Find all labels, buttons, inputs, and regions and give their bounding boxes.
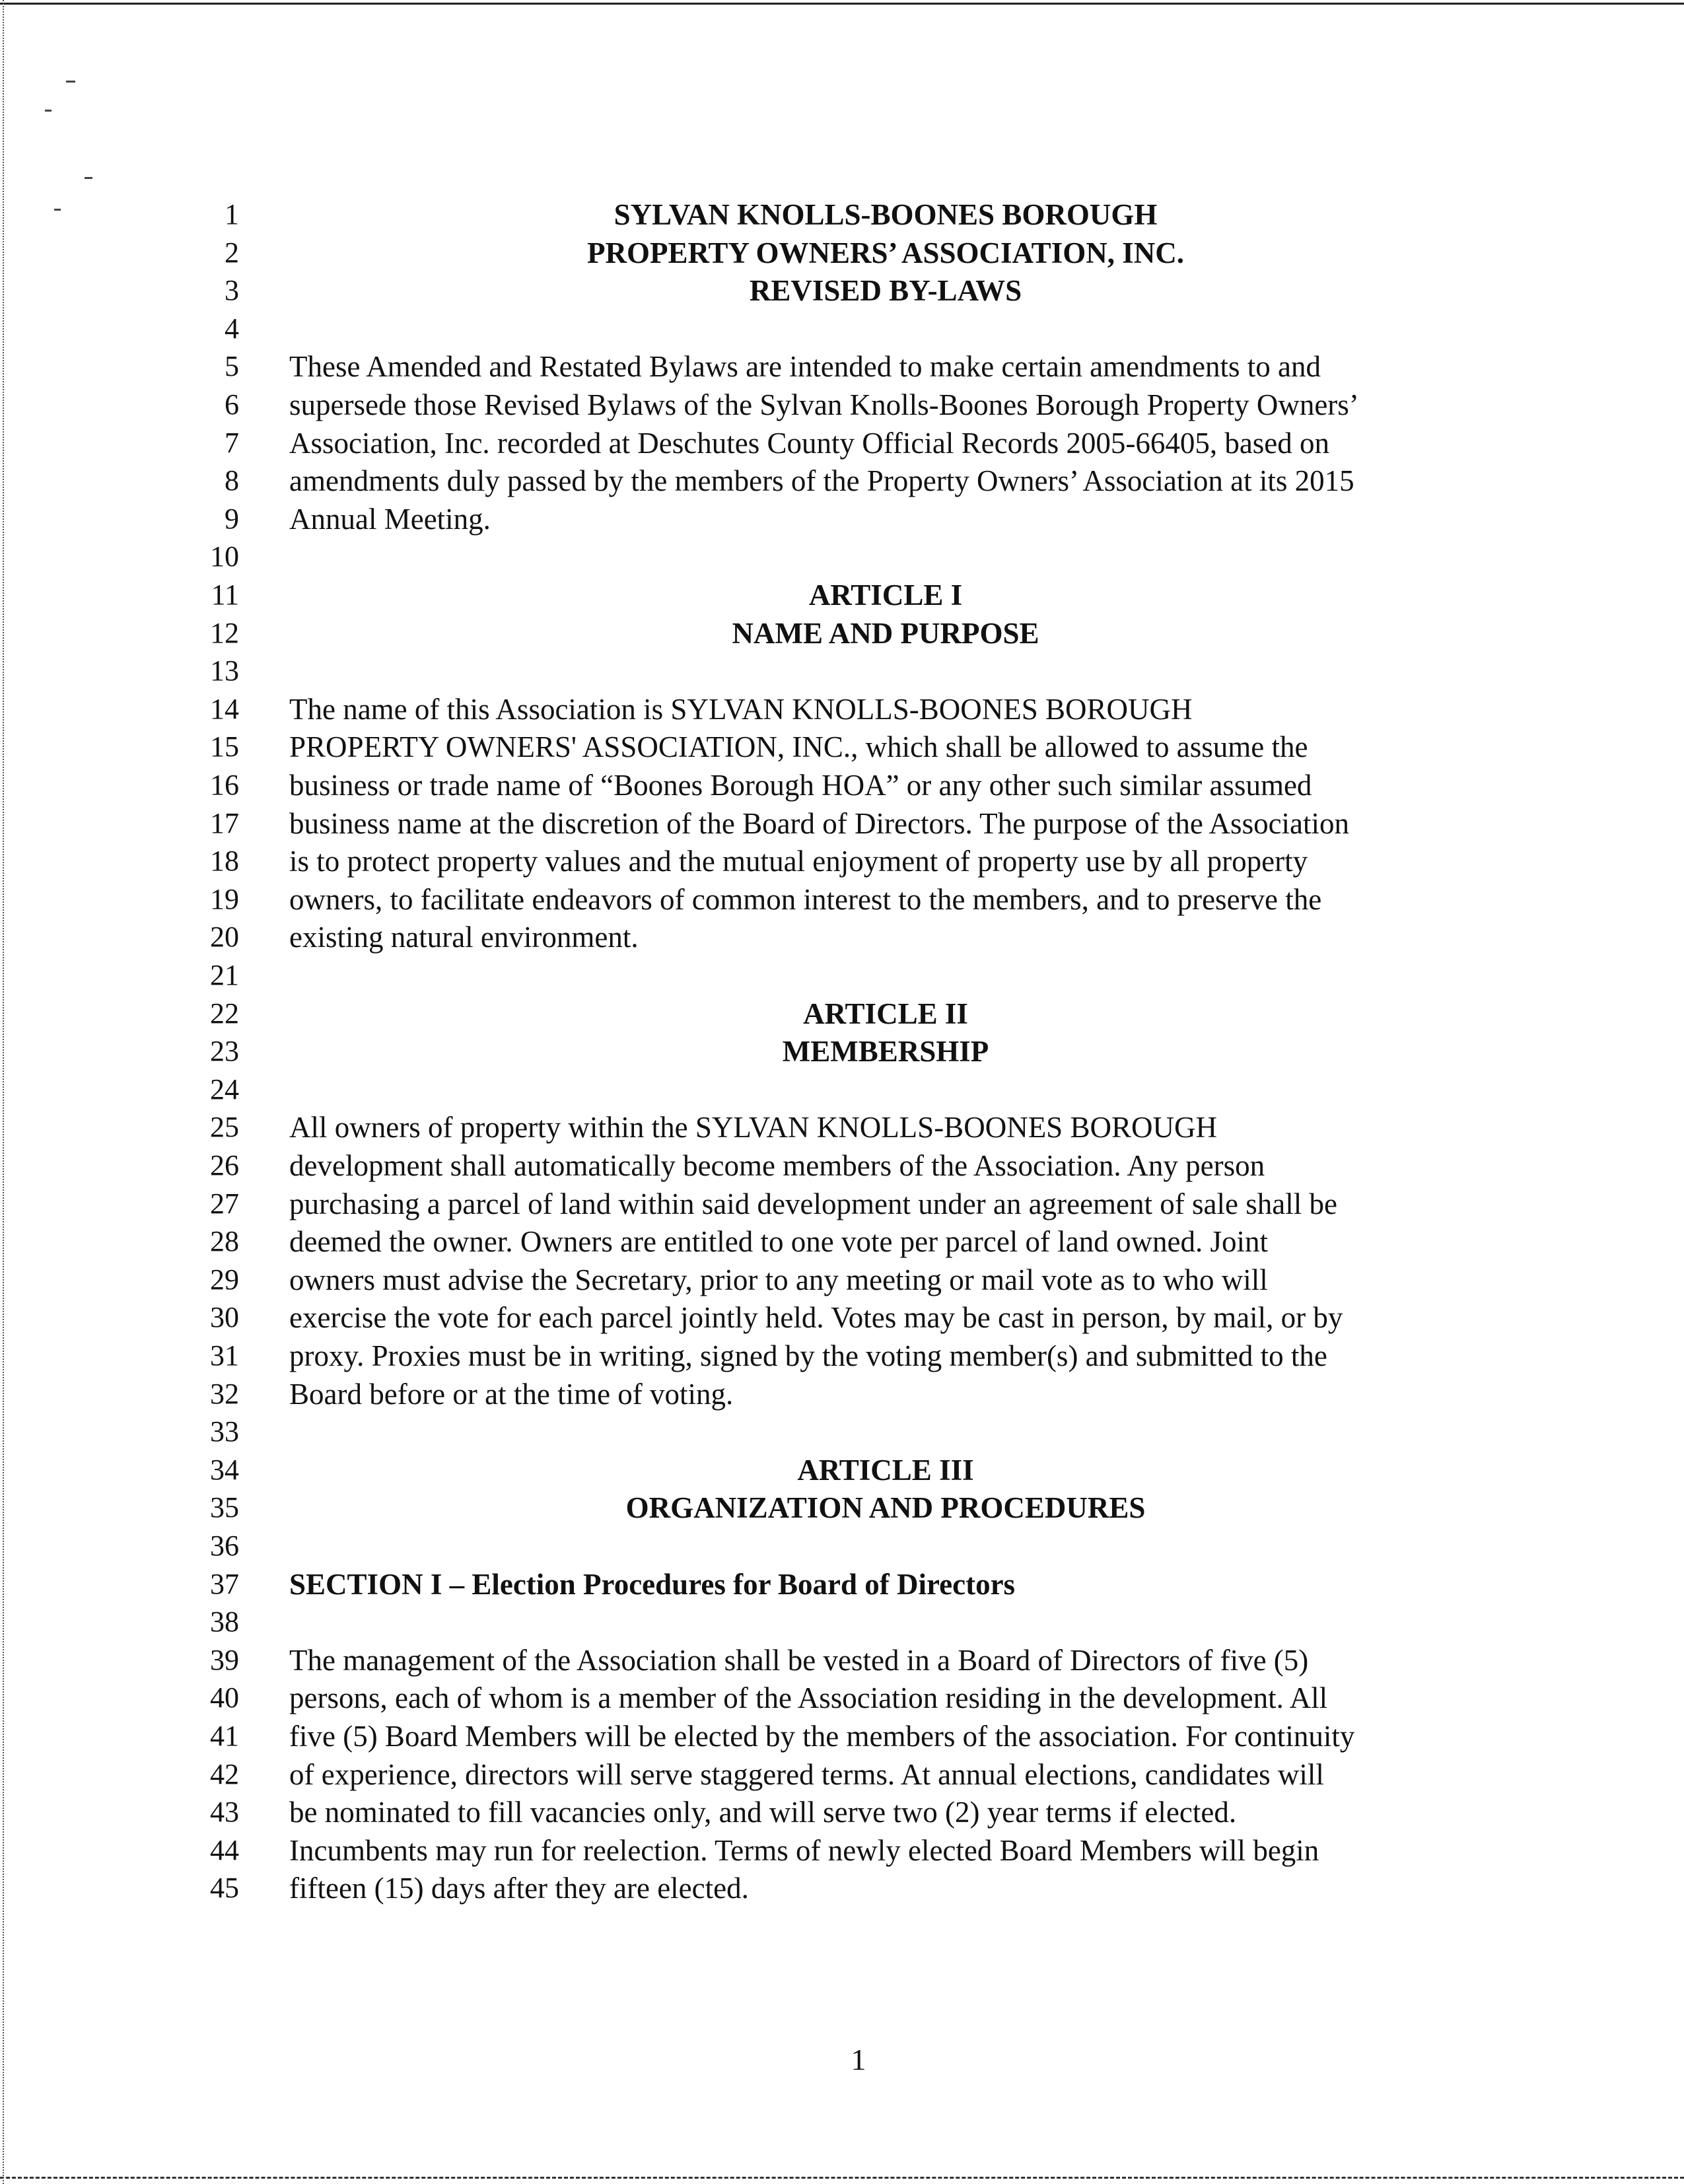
line-number: 8 [225, 464, 239, 497]
line-number: 16 [210, 769, 239, 801]
numbered-line [0, 500, 1684, 538]
line-number: 27 [210, 1187, 239, 1220]
line-number: 38 [210, 1605, 239, 1638]
numbered-line [0, 728, 1684, 766]
article-heading: ARTICLE I [808, 579, 963, 612]
body-text-line: amendments duly passed by the members of the Property Owners’ Association at its 2015 [289, 464, 1354, 497]
line-number: 15 [210, 730, 239, 763]
line-number: 13 [210, 654, 239, 687]
numbered-line [0, 1413, 1684, 1451]
numbered-line [0, 1261, 1684, 1299]
article-subheading: NAME AND PURPOSE [732, 617, 1039, 650]
numbered-line [0, 1185, 1684, 1223]
body-text-line: business name at the discretion of the Board of Directors. The purpose of the Association [289, 807, 1350, 840]
line-number: 33 [210, 1415, 239, 1448]
line-number: 7 [225, 427, 239, 459]
body-text-line: supersede those Revised Bylaws of the Sylvan Knolls-Boones Borough Property Owners’ [289, 388, 1359, 421]
body-text-line: be nominated to fill vacancies only, and will serve two (2) year terms if elected. [289, 1796, 1237, 1829]
numbered-line [0, 271, 1684, 310]
numbered-line [0, 462, 1684, 500]
numbered-line [0, 842, 1684, 880]
line-number: 26 [210, 1149, 239, 1181]
numbered-line [0, 1869, 1684, 1907]
line-number: 19 [210, 883, 239, 915]
line-number: 4 [225, 312, 239, 345]
numbered-line [0, 1108, 1684, 1146]
numbered-line [0, 424, 1684, 462]
line-number: 45 [210, 1872, 239, 1904]
numbered-line [0, 804, 1684, 843]
line-number: 34 [210, 1454, 239, 1486]
line-number: 30 [210, 1301, 239, 1333]
numbered-line [0, 1222, 1684, 1261]
body-text-line: is to protect property values and the mutual enjoyment of property use by all property [289, 845, 1308, 878]
line-number: 3 [225, 274, 239, 306]
body-text-line: persons, each of whom is a member of the Association residing in the development. All [289, 1681, 1328, 1714]
numbered-line [0, 1298, 1684, 1337]
body-text-line: PROPERTY OWNERS' ASSOCIATION, INC., which shall be allowed to assume the [289, 730, 1308, 763]
line-number: 11 [211, 579, 239, 611]
numbered-line [0, 1755, 1684, 1794]
numbered-line [0, 1717, 1684, 1755]
numbered-line [0, 1831, 1684, 1870]
body-text-line: existing natural environment. [289, 921, 639, 954]
line-number: 29 [210, 1263, 239, 1296]
body-text-line: business or trade name of “Boones Borough HOA” or any other such similar assumed [289, 769, 1312, 802]
line-number: 40 [210, 1681, 239, 1714]
numbered-line [0, 918, 1684, 956]
line-number: 17 [210, 807, 239, 839]
numbered-line [0, 386, 1684, 424]
line-number: 36 [210, 1530, 239, 1562]
article-subheading: ORGANIZATION AND PROCEDURES [625, 1491, 1146, 1524]
line-number: 21 [210, 959, 239, 991]
line-number: 32 [210, 1378, 239, 1410]
line-number: 6 [225, 388, 239, 421]
body-text-line: fifteen (15) days after they are elected. [289, 1872, 749, 1905]
line-number: 24 [210, 1073, 239, 1106]
numbered-line [0, 880, 1684, 919]
body-text-line: Association, Inc. recorded at Deschutes County Official Records 2005-66405, based on [289, 427, 1330, 460]
body-text-line: five (5) Board Members will be elected by the members of the association. For continuity [289, 1720, 1355, 1753]
body-text-line: deemed the owner. Owners are entitled to one vote per parcel of land owned. Joint [289, 1225, 1268, 1258]
numbered-line [0, 1603, 1684, 1641]
line-number: 1 [225, 198, 239, 230]
line-number: 22 [210, 997, 239, 1030]
numbered-line [0, 1565, 1684, 1603]
page-number: 1 [851, 2043, 866, 2076]
line-number: 14 [210, 693, 239, 725]
line-number: 9 [225, 503, 239, 535]
numbered-line [0, 576, 1684, 614]
body-text-line: purchasing a parcel of land within said development under an agreement of sale shall be [289, 1187, 1337, 1220]
body-text-line: The management of the Association shall be vested in a Board of Directors of five (5) [289, 1644, 1309, 1677]
body-text-line: These Amended and Restated Bylaws are intended to make certain amendments to and [289, 350, 1321, 383]
article-subheading: MEMBERSHIP [782, 1035, 989, 1068]
numbered-line [0, 1793, 1684, 1831]
numbered-line [0, 1146, 1684, 1185]
section-heading: SECTION I – Election Procedures for Board of Directors [289, 1568, 1016, 1601]
line-number: 25 [210, 1111, 239, 1143]
document-title-line-3: REVISED BY-LAWS [749, 274, 1022, 307]
document-title-line-2: PROPERTY OWNERS’ ASSOCIATION, INC. [587, 236, 1184, 269]
numbered-line [0, 310, 1684, 348]
line-number: 2 [225, 236, 239, 269]
numbered-line [0, 347, 1684, 386]
line-number: 43 [210, 1796, 239, 1828]
line-number: 10 [210, 540, 239, 573]
body-text-line: Annual Meeting. [289, 503, 491, 536]
document-title-line-1: SYLVAN KNOLLS-BOONES BOROUGH [614, 198, 1158, 231]
body-text-line: of experience, directors will serve staggered terms. At annual elections, candidates will [289, 1758, 1324, 1791]
line-number: 5 [225, 350, 239, 382]
numbered-line [0, 652, 1684, 690]
line-number: 31 [210, 1339, 239, 1372]
line-number: 37 [210, 1568, 239, 1600]
body-text-line: Incumbents may run for reelection. Terms of newly elected Board Members will begin [289, 1834, 1319, 1867]
body-text-line: exercise the vote for each parcel jointly held. Votes may be cast in person, by mail, or by [289, 1301, 1343, 1334]
numbered-line [0, 956, 1684, 995]
numbered-line [0, 1679, 1684, 1717]
line-number: 35 [210, 1491, 239, 1524]
article-heading: ARTICLE II [803, 997, 968, 1030]
numbered-line [0, 195, 1684, 234]
numbered-line [0, 234, 1684, 272]
scan-edge-top [0, 3, 1684, 5]
body-text-line: proxy. Proxies must be in writing, signed by the voting member(s) and submitted to the [289, 1339, 1327, 1372]
numbered-line [0, 1641, 1684, 1679]
numbered-line [0, 1337, 1684, 1375]
line-number: 44 [210, 1834, 239, 1866]
line-number: 12 [210, 617, 239, 649]
line-number: 28 [210, 1225, 239, 1257]
body-text-line: Board before or at the time of voting. [289, 1378, 734, 1411]
numbered-line [0, 1451, 1684, 1489]
numbered-line [0, 1375, 1684, 1413]
line-number: 18 [210, 845, 239, 877]
body-text-line: owners must advise the Secretary, prior to any meeting or mail vote as to who will [289, 1263, 1268, 1296]
numbered-line [0, 1032, 1684, 1071]
numbered-line [0, 1489, 1684, 1527]
scan-edge-bottom [0, 2177, 1684, 2179]
numbered-line [0, 538, 1684, 576]
scan-mark [85, 177, 92, 179]
scan-mark [45, 110, 52, 112]
line-number: 39 [210, 1644, 239, 1676]
body-text-line: All owners of property within the SYLVAN KNOLLS-BOONES BOROUGH [289, 1111, 1217, 1144]
numbered-line [0, 1071, 1684, 1109]
line-number: 23 [210, 1035, 239, 1067]
numbered-line [0, 995, 1684, 1033]
numbered-line [0, 690, 1684, 728]
line-number: 42 [210, 1758, 239, 1790]
numbered-line [0, 1527, 1684, 1565]
body-text-line: owners, to facilitate endeavors of common interest to the members, and to preserve the [289, 883, 1322, 916]
line-number: 20 [210, 921, 239, 953]
body-text-line: The name of this Association is SYLVAN KNOLLS-BOONES BOROUGH [289, 693, 1193, 726]
body-text-line: development shall automatically become members of the Association. Any person [289, 1149, 1265, 1182]
line-number: 41 [210, 1720, 239, 1752]
numbered-line [0, 614, 1684, 652]
numbered-line [0, 766, 1684, 804]
scan-mark [66, 81, 75, 83]
article-heading: ARTICLE III [797, 1454, 974, 1487]
